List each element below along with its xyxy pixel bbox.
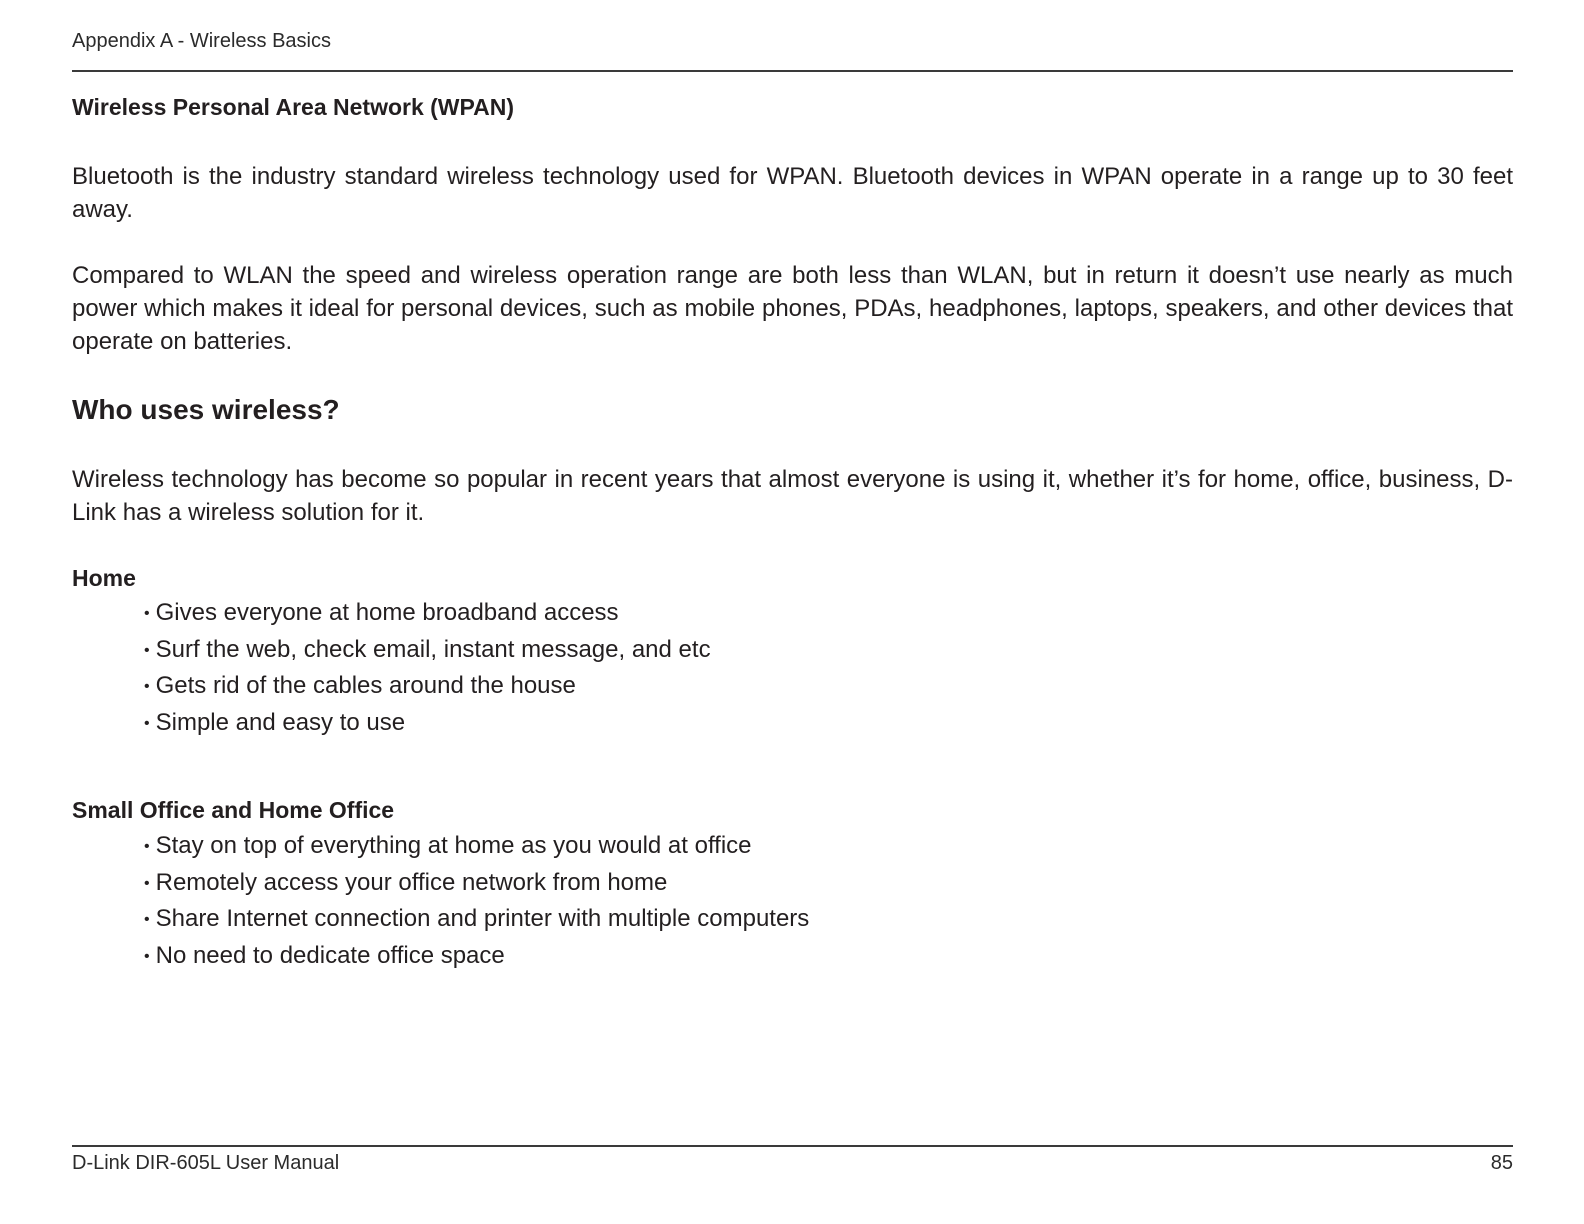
wpan-paragraph-1: Bluetooth is the industry standard wireless technology used for WPAN. Bluetooth devices in WPAN operate in a range up to 30 feet away. [72,163,1513,223]
list-item [144,829,809,866]
who-uses-paragraph: Wireless technology has become so popular in recent years that almost everyone is using it, whether it’s for home, office, business, D-Link has a wireless solution for it. [72,466,1513,526]
footer-rule [72,1145,1513,1147]
list-item [144,902,809,939]
bullet-icon: • [144,911,150,928]
home-heading: Home [72,565,136,591]
list-item [144,596,711,633]
bullet-icon: • [144,678,150,695]
list-item [144,669,711,706]
list-item-text: Share Internet connection and printer with multiple computers [155,905,810,932]
manual-page [72,0,1513,1224]
footer-manual-title: D-Link DIR-605L User Manual [72,1152,340,1174]
header-title: Appendix A - Wireless Basics [72,30,331,52]
bullet-icon: • [144,641,150,659]
bullet-icon: • [144,714,150,732]
home-bullet-list [144,596,711,742]
list-item-text: Gets rid of the cables around the house [155,672,576,699]
list-item [144,939,809,976]
list-item-text: Surf the web, check email, instant message, and etc [155,635,711,663]
page-number: 85 [1490,1152,1513,1174]
soho-heading: Small Office and Home Office [72,797,395,823]
list-item-text: No need to dedicate office space [155,941,505,969]
list-item-text: Remotely access your office network from home [155,868,668,896]
list-item [144,706,711,743]
list-item-text: Gives everyone at home broadband access [155,599,619,626]
soho-bullet-list [144,829,809,975]
list-item-text: Simple and easy to use [155,708,406,736]
header-rule [72,70,1513,72]
who-uses-heading: Who uses wireless? [72,394,340,425]
wpan-heading: Wireless Personal Area Network (WPAN) [72,94,515,120]
list-item-text: Stay on top of everything at home as you would at office [155,832,752,859]
list-item [144,633,711,670]
bullet-icon: • [144,874,150,892]
wpan-paragraph-2: Compared to WLAN the speed and wireless operation range are both less than WLAN, but in return it doesn’t use nearly as much power which makes it ideal for personal devices, such as mobile phones, PDAs, headphones, laptops, speakers, and other devices that operate on batteries. [72,262,1513,355]
bullet-icon: • [144,838,150,855]
bullet-icon: • [144,947,150,965]
list-item [144,866,809,903]
bullet-icon: • [144,605,150,622]
